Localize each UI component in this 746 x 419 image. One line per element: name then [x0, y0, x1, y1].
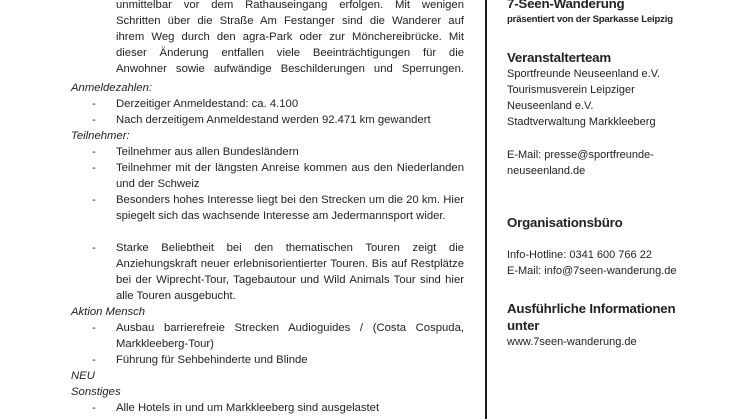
- website-link[interactable]: www.7seen-wanderung.de: [507, 336, 637, 348]
- dash-marker: -: [92, 322, 96, 334]
- intro-line: dieser Änderung entfallen viele Beeinträchtigungen für die: [116, 47, 464, 59]
- dash-marker: -: [92, 194, 96, 206]
- anmeldezahlen-heading: Anmeldezahlen:: [71, 82, 153, 94]
- intro-line: Schritten über die Straße Am Festanger sind die Wanderer auf: [116, 15, 464, 27]
- org-email[interactable]: E-Mail: info@7seen-wanderung.de: [507, 265, 677, 277]
- team-member: Stadtverwaltung Markkleeberg: [507, 116, 656, 128]
- teilnehmer-heading: Teilnehmer:: [71, 130, 130, 142]
- sponsor-line: präsentiert von der Sparkasse Leipzig: [507, 14, 673, 25]
- team-member: Sportfreunde Neuseenland e.V.: [507, 68, 661, 80]
- dash-marker: -: [92, 402, 96, 414]
- dash-marker: -: [92, 98, 96, 110]
- info-heading: Ausführliche Informationen unter: [507, 301, 676, 333]
- aktion-mensch-heading: Aktion Mensch: [71, 306, 146, 318]
- event-title: 7-Seen-Wanderung: [507, 0, 625, 11]
- intro-paragraph: [116, 0, 464, 77]
- dash-marker: -: [92, 242, 96, 254]
- intro-line: ihrem Weg durch den agra-Park oder zur Mönchereibrücke. Mit: [116, 31, 464, 43]
- neu-heading: NEU: [71, 370, 95, 382]
- team-member: Tourismusverein Leipziger: [507, 84, 635, 96]
- dash-marker: -: [92, 354, 96, 366]
- dash-marker: -: [92, 162, 96, 174]
- org-heading: Organisationsbüro: [507, 215, 623, 230]
- press-email[interactable]: E-Mail: presse@sportfreunde- neuseenland.de: [507, 149, 654, 177]
- dash-marker: -: [92, 146, 96, 158]
- team-heading: Veranstalterteam: [507, 50, 611, 65]
- team-member: Neuseenland e.V.: [507, 100, 594, 112]
- hotline: Info-Hotline: 0341 600 766 22: [507, 249, 652, 261]
- intro-line: Anwohner sowie aufwändige Beschilderungen und Sperrungen.: [116, 63, 464, 75]
- sonstiges-heading: Sonstiges: [71, 386, 121, 398]
- intro-line: unmittelbar vor dem Rathauseingang erfolgen. Mit wenigen: [116, 0, 464, 11]
- dash-marker: -: [92, 114, 96, 126]
- column-divider: [485, 0, 487, 419]
